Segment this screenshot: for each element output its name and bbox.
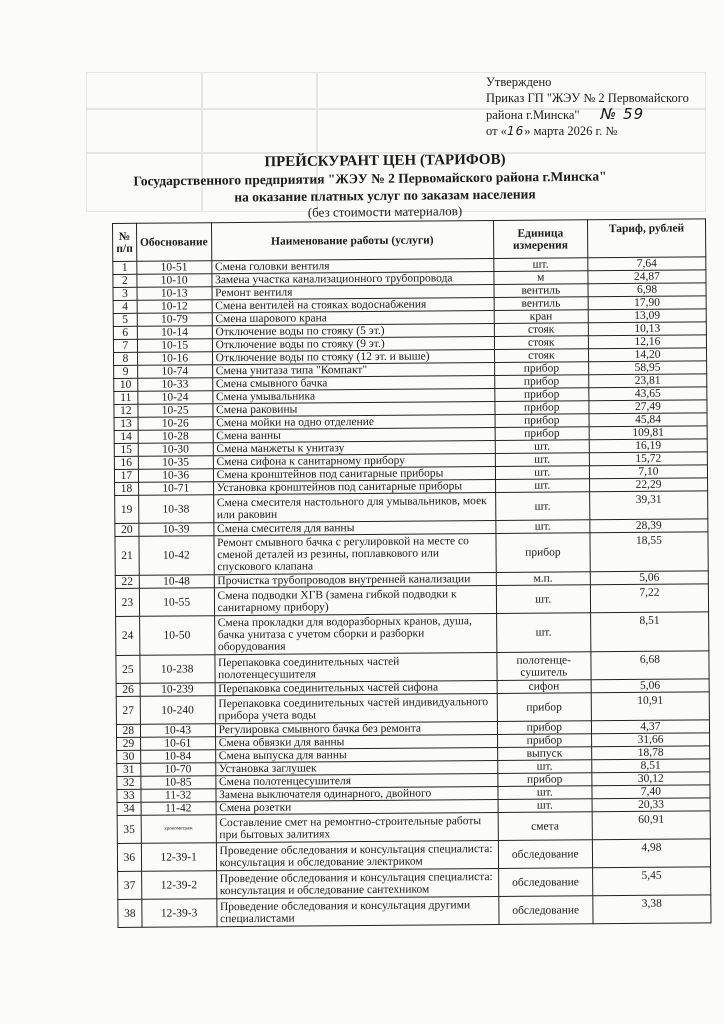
row-service-name: Отключение воды по стояку (12 эт. и выше) <box>212 350 494 365</box>
row-unit: шт. <box>495 466 589 480</box>
row-number: 35 <box>117 815 141 843</box>
row-number: 21 <box>115 536 139 575</box>
handwritten-day: 16 <box>506 124 525 138</box>
document-note: (без стоимости материалов) <box>307 203 463 220</box>
row-code: 10-50 <box>139 616 214 656</box>
row-tariff: 22,29 <box>589 478 707 492</box>
row-number: 2 <box>113 274 137 287</box>
row-unit: прибор <box>498 773 592 787</box>
row-code: 10-48 <box>139 575 214 589</box>
approval-date-line: от «16» марта 2026 г. № <box>486 124 618 138</box>
row-tariff: 45,84 <box>589 413 707 427</box>
row-unit: полотенце-сушитель <box>497 652 591 681</box>
row-number: 1 <box>113 261 137 274</box>
row-service-name: Смена ванны <box>213 427 495 442</box>
row-number: 34 <box>117 802 141 815</box>
row-service-name: Проведение обследования и консультация специалиста: консультация и обследование сантехником <box>216 868 498 898</box>
row-code: 11-32 <box>141 789 216 803</box>
row-unit: прибор <box>494 388 588 402</box>
row-code: 10-240 <box>140 696 215 725</box>
row-unit: прибор <box>495 414 589 428</box>
row-service-name: Перепаковка соединительных частей индивидуального прибора учета воды <box>215 693 497 723</box>
row-tariff: 5,45 <box>592 867 710 896</box>
row-tariff: 43,65 <box>589 387 707 401</box>
row-number: 24 <box>116 616 140 655</box>
row-number: 19 <box>115 495 139 523</box>
document-title-block <box>133 151 620 220</box>
row-tariff: 5,06 <box>591 679 709 693</box>
row-code: 10-28 <box>138 430 213 444</box>
row-number: 16 <box>114 456 138 469</box>
row-code: 10-35 <box>138 456 213 470</box>
row-tariff: 58,95 <box>588 361 706 375</box>
row-service-name: Установка заглушек <box>215 760 497 775</box>
row-number: 15 <box>114 443 138 456</box>
row-code: 10-55 <box>139 588 214 617</box>
row-unit: шт. <box>495 492 589 521</box>
row-number: 37 <box>118 871 142 899</box>
row-code: 10-15 <box>137 339 212 353</box>
row-number: 9 <box>114 365 138 378</box>
row-tariff: 24,87 <box>588 270 706 284</box>
row-tariff: 10,13 <box>588 322 706 336</box>
header-unit: Единица измерения <box>493 220 587 259</box>
row-unit: стояк <box>494 336 588 350</box>
row-unit: прибор <box>495 427 589 441</box>
row-code: 10-39 <box>139 523 214 537</box>
row-number: 4 <box>113 300 137 313</box>
row-number: 7 <box>113 339 137 352</box>
row-service-name: Смена смывного бачка <box>212 376 494 391</box>
row-number: 3 <box>113 287 137 300</box>
row-unit: м.п. <box>496 572 590 586</box>
row-unit: обследование <box>498 896 592 925</box>
row-code: 10-61 <box>140 737 215 751</box>
row-unit: прибор <box>497 693 591 722</box>
table-header-row <box>113 219 706 262</box>
row-tariff: 30,12 <box>592 772 710 786</box>
row-tariff: 3,38 <box>593 895 711 924</box>
row-number: 6 <box>113 326 137 339</box>
row-tariff: 27,49 <box>589 400 707 414</box>
row-service-name: Смена манжеты к унитазу <box>213 440 495 455</box>
row-service-name: Замена участка канализационного трубопровода <box>211 272 493 287</box>
row-unit: прибор <box>496 533 591 573</box>
row-unit: прибор <box>494 375 588 389</box>
row-unit: вентиль <box>494 297 588 311</box>
row-unit: смета <box>498 812 592 841</box>
row-tariff: 7,64 <box>588 257 706 271</box>
row-unit: шт. <box>498 786 592 800</box>
row-tariff: 7,10 <box>589 465 707 479</box>
row-unit: шт. <box>498 799 592 813</box>
row-unit: кран <box>494 310 588 324</box>
row-number: 36 <box>117 843 141 871</box>
row-service-name: Смена сифона к санитарному прибору <box>213 453 495 468</box>
row-unit: вентиль <box>494 284 588 298</box>
row-code: 10-51 <box>137 261 212 275</box>
row-unit: шт. <box>493 258 587 272</box>
row-code: 10-30 <box>138 443 213 457</box>
row-tariff: 4,37 <box>591 720 709 734</box>
row-tariff: 7,22 <box>590 584 708 613</box>
row-code: 10-84 <box>140 750 215 764</box>
row-tariff: 18,78 <box>592 746 710 760</box>
document-subtitle-org: Государственного предприятия "ЖЭУ № 2 Первомайского района г.Минска" <box>133 168 607 189</box>
row-code: 10-79 <box>137 313 212 327</box>
row-number: 14 <box>114 430 138 443</box>
document-title: ПРЕЙСКУРАНТ ЦЕН (ТАРИФОВ) <box>264 151 506 171</box>
row-service-name: Составление смет на ремонтно-строительные работы при бытовых залитиях <box>216 812 498 842</box>
row-code: 10-238 <box>140 655 215 684</box>
row-code: 10-16 <box>137 352 212 366</box>
price-list-table <box>112 218 712 928</box>
row-unit: шт. <box>496 520 590 534</box>
row-tariff: 8,51 <box>590 612 708 652</box>
row-service-name: Отключение воды по стояку (9 эт.) <box>212 337 494 352</box>
row-tariff: 16,19 <box>589 439 707 453</box>
handwritten-order-number: № 59 <box>600 105 645 123</box>
row-tariff: 6,68 <box>591 651 709 680</box>
row-code: 10-24 <box>138 391 213 405</box>
row-service-name: Смена раковины <box>213 402 495 417</box>
row-tariff: 28,39 <box>590 519 708 533</box>
row-code: 10-13 <box>137 287 212 301</box>
row-code: 10-36 <box>138 469 213 483</box>
row-service-name: Установка кронштейнов под санитарные приборы <box>213 479 495 494</box>
row-code: 10-85 <box>141 776 216 790</box>
row-number: 30 <box>117 750 141 763</box>
row-service-name: Смена обвязки для ванны <box>215 734 497 749</box>
row-unit: прибор <box>497 721 591 735</box>
row-service-name: Смена прокладки для водоразборных кранов, душа, бачка унитаза с учетом сборки и разборки оборудования <box>214 613 496 654</box>
row-number: 26 <box>116 683 140 696</box>
row-tariff: 6,98 <box>588 283 706 297</box>
row-service-name: Смена вентилей на стояках водоснабжения <box>212 298 494 313</box>
row-tariff: 15,72 <box>589 452 707 466</box>
row-service-name: Смена головки вентиля <box>211 259 493 274</box>
row-service-name: Перепаковка соединительных частей полотенцесушителя <box>214 652 496 682</box>
row-service-name: Отключение воды по стояку (5 эт.) <box>212 324 494 339</box>
row-number: 32 <box>117 776 141 789</box>
row-service-name: Проведение обследования и консультация специалиста: консультация и обследование электриком <box>216 840 498 870</box>
row-unit: шт. <box>495 453 589 467</box>
row-unit: шт. <box>496 585 590 614</box>
row-tariff: 39,31 <box>590 491 708 520</box>
row-service-name: Смена выпуска для ванны <box>215 747 497 762</box>
row-service-name: Смена шарового крана <box>212 311 494 326</box>
header-name: Наименование работы (услуги) <box>211 221 493 261</box>
document-subtitle-purpose: на оказание платных услуг по заказам населения <box>234 186 536 205</box>
row-code: 10-26 <box>138 417 213 431</box>
row-service-name: Регулировка смывного бачка без ремонта <box>215 721 497 736</box>
row-number: 12 <box>114 404 138 417</box>
approval-order-line: Приказ ГП "ЖЭУ № 2 Первомайского <box>486 91 689 105</box>
row-tariff: 13,09 <box>588 309 706 323</box>
row-unit: шт. <box>495 479 589 493</box>
row-unit: стояк <box>494 349 588 363</box>
table-row <box>118 895 711 928</box>
table-row <box>116 612 709 656</box>
row-tariff: 5,06 <box>590 571 708 585</box>
row-service-name: Смена смесителя настольного для умывальников, моек или раковин <box>213 492 495 522</box>
row-number: 28 <box>116 724 140 737</box>
row-code: 10-43 <box>140 724 215 738</box>
approval-district-line: района г.Минска" № 59 <box>486 105 645 123</box>
row-number: 25 <box>116 655 140 683</box>
row-code: 12-39-2 <box>141 871 216 900</box>
approval-stamp-block <box>486 74 716 139</box>
row-number: 13 <box>114 417 138 430</box>
row-unit: м <box>494 271 588 285</box>
row-number: 8 <box>114 352 138 365</box>
row-tariff: 31,66 <box>591 733 709 747</box>
row-service-name: Смена смесителя для ванны <box>213 520 495 535</box>
header-tariff: Тариф, рублей <box>587 219 705 258</box>
row-service-name: Смена кронштейнов под санитарные приборы <box>213 466 495 481</box>
row-code: 10-38 <box>138 495 213 524</box>
row-unit: шт. <box>495 440 589 454</box>
row-code: 10-71 <box>138 482 213 496</box>
row-unit: обследование <box>498 868 592 897</box>
row-service-name: Смена унитаза типа "Компакт" <box>212 363 494 378</box>
row-code: 10-33 <box>138 378 213 392</box>
row-service-name: Смена подводки ХГВ (замена гибкой подводки к санитарному прибору) <box>214 585 496 615</box>
row-code: 10-14 <box>137 326 212 340</box>
row-unit: обследование <box>498 840 592 869</box>
row-code: 10-10 <box>137 274 212 288</box>
row-tariff: 60,91 <box>592 811 710 840</box>
row-tariff: 12,16 <box>588 335 706 349</box>
row-service-name: Ремонт смывного бачка с регулировкой на месте со сменой деталей из резины, поплавкового или спускового клапана <box>214 533 496 574</box>
row-code: 10-12 <box>137 300 212 314</box>
table-row <box>115 532 708 576</box>
row-tariff: 7,40 <box>592 785 710 799</box>
row-number: 27 <box>116 696 140 724</box>
row-number: 29 <box>117 737 141 750</box>
row-tariff: 109,81 <box>589 426 707 440</box>
row-tariff: 8,51 <box>592 759 710 773</box>
row-unit: шт. <box>497 760 591 774</box>
row-number: 31 <box>117 763 141 776</box>
row-code: 10-74 <box>137 365 212 379</box>
row-tariff: 10,91 <box>591 692 709 721</box>
row-code: 10-42 <box>139 536 214 576</box>
row-unit: выпуск <box>497 747 591 761</box>
row-service-name: Проведение обследования и консультация другими специалистами <box>216 896 498 926</box>
row-service-name: Смена полотенцесушителя <box>215 773 497 788</box>
row-code: 10-25 <box>138 404 213 418</box>
row-service-name: Ремонт вентиля <box>212 285 494 300</box>
row-tariff: 20,33 <box>592 798 710 812</box>
header-num: № п/п <box>113 223 137 261</box>
row-service-name: Смена умывальника <box>212 389 494 404</box>
row-number: 10 <box>114 378 138 391</box>
row-number: 18 <box>115 482 139 495</box>
row-unit: шт. <box>496 613 591 653</box>
row-code: 12-39-3 <box>142 899 217 928</box>
row-number: 23 <box>115 588 139 616</box>
row-service-name: Замена выключателя одинарного, двойного <box>216 786 498 801</box>
row-service-name: Перепаковка соединительных частей сифона <box>215 680 497 695</box>
row-service-name: Смена мойки на одно отделение <box>213 415 495 430</box>
row-code: 11-42 <box>141 802 216 816</box>
row-code: хронометраж <box>141 815 216 844</box>
row-number: 11 <box>114 391 138 404</box>
row-number: 5 <box>113 313 137 326</box>
header-code: Обоснование <box>136 223 211 262</box>
row-tariff: 23,81 <box>589 374 707 388</box>
row-unit: прибор <box>495 401 589 415</box>
row-number: 22 <box>115 575 139 588</box>
row-tariff: 14,20 <box>588 348 706 362</box>
row-number: 20 <box>115 523 139 536</box>
row-service-name: Прочистка трубопроводов внутренней канализации <box>214 572 496 587</box>
row-unit: сифон <box>497 680 591 694</box>
row-number: 38 <box>118 899 142 927</box>
row-number: 17 <box>114 469 138 482</box>
row-tariff: 18,55 <box>590 532 708 572</box>
table-body <box>113 257 711 928</box>
row-unit: прибор <box>497 734 591 748</box>
row-service-name: Смена розетки <box>216 799 498 814</box>
approval-heading: Утверждено <box>486 75 552 89</box>
row-tariff: 4,98 <box>592 839 710 868</box>
row-code: 10-239 <box>140 683 215 697</box>
row-code: 12-39-1 <box>141 843 216 872</box>
row-unit: прибор <box>494 362 588 376</box>
row-number: 33 <box>117 789 141 802</box>
row-unit: стояк <box>494 323 588 337</box>
row-tariff: 17,90 <box>588 296 706 310</box>
row-code: 10-70 <box>141 763 216 777</box>
